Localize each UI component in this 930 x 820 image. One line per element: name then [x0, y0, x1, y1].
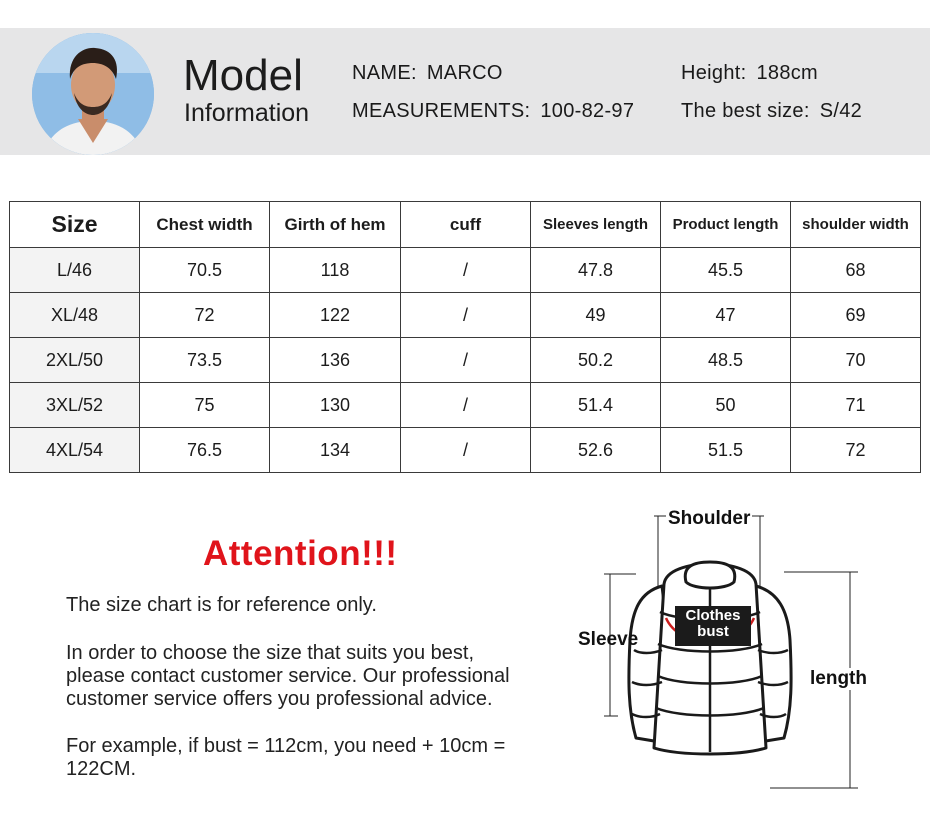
model-height: [681, 61, 818, 85]
model-avatar: [32, 33, 154, 155]
cuff-cell: /: [401, 383, 531, 428]
height-value: 188cm: [756, 62, 819, 84]
shoulder-cell: 69: [791, 293, 921, 338]
hem-cell: 122: [270, 293, 401, 338]
sleeves-cell: 51.4: [531, 383, 661, 428]
table-row: [10, 293, 921, 338]
model-name: [352, 61, 503, 85]
header-shoulder-width: shoulder width: [791, 202, 921, 248]
header-sleeves-length: Sleeves length: [531, 202, 661, 248]
notice-reference-line: The size chart is for reference only.: [66, 594, 377, 616]
length-cell: 48.5: [661, 338, 791, 383]
header-cuff: cuff: [401, 202, 531, 248]
jacket-measurement-diagram: [570, 500, 930, 810]
name-value: MARCO: [426, 62, 503, 84]
size-cell: XL/48: [10, 293, 140, 338]
table-row: [10, 338, 921, 383]
sleeve-label: Sleeve: [578, 629, 639, 650]
attention-title: Attention!!!: [203, 534, 398, 573]
notice-example-paragraph: For example, if bust = 112cm, you need + 10cm = 122CM.: [66, 735, 506, 780]
cuff-cell: /: [401, 293, 531, 338]
chest-cell: 73.5: [140, 338, 270, 383]
chest-cell: 72: [140, 293, 270, 338]
length-cell: 45.5: [661, 248, 791, 293]
table-header-row: [10, 202, 921, 248]
model-subtitle: Information: [184, 99, 310, 127]
size-cell: 3XL/52: [10, 383, 140, 428]
size-chart-table: [9, 201, 921, 473]
length-cell: 47: [661, 293, 791, 338]
size-cell: 2XL/50: [10, 338, 140, 383]
name-label: NAME:: [352, 62, 417, 84]
hem-cell: 136: [270, 338, 401, 383]
model-best-size: [681, 99, 862, 123]
size-cell: L/46: [10, 248, 140, 293]
bust-label: [675, 606, 751, 646]
chest-cell: 75: [140, 383, 270, 428]
length-cell: 51.5: [661, 428, 791, 473]
table-row: [10, 428, 921, 473]
sleeves-cell: 52.6: [531, 428, 661, 473]
hem-cell: 118: [270, 248, 401, 293]
sleeves-cell: 50.2: [531, 338, 661, 383]
size-cell: 4XL/54: [10, 428, 140, 473]
shoulder-label: Shoulder: [668, 508, 751, 529]
sleeves-cell: 49: [531, 293, 661, 338]
hem-cell: 130: [270, 383, 401, 428]
length-cell: 50: [661, 383, 791, 428]
sleeves-cell: 47.8: [531, 248, 661, 293]
shoulder-cell: 71: [791, 383, 921, 428]
header-girth-of-hem: Girth of hem: [270, 202, 401, 248]
header-size: Size: [10, 202, 140, 248]
bust-label-line1: Clothes: [685, 607, 741, 624]
cuff-cell: /: [401, 248, 531, 293]
jacket-illustration: [570, 500, 930, 810]
notice-contact-paragraph: In order to choose the size that suits you best, please contact customer service. Our professional customer service offers you professional advice.: [66, 642, 510, 710]
shoulder-cell: 68: [791, 248, 921, 293]
length-label: length: [810, 668, 867, 689]
header-chest-width: Chest width: [140, 202, 270, 248]
chest-cell: 70.5: [140, 248, 270, 293]
model-title: Model: [183, 51, 303, 100]
hem-cell: 134: [270, 428, 401, 473]
bust-label-line2: bust: [697, 623, 729, 640]
measurements-label: MEASUREMENTS:: [352, 100, 531, 122]
best-size-value: S/42: [819, 100, 863, 122]
shoulder-cell: 72: [791, 428, 921, 473]
cuff-cell: /: [401, 338, 531, 383]
cuff-cell: /: [401, 428, 531, 473]
model-measurements: [352, 99, 634, 123]
best-size-label: The best size:: [681, 100, 810, 122]
measurements-value: 100-82-97: [540, 100, 635, 122]
chest-cell: 76.5: [140, 428, 270, 473]
height-label: Height:: [681, 62, 747, 84]
shoulder-cell: 70: [791, 338, 921, 383]
table-row: [10, 248, 921, 293]
table-row: [10, 383, 921, 428]
header-product-length: Product length: [661, 202, 791, 248]
